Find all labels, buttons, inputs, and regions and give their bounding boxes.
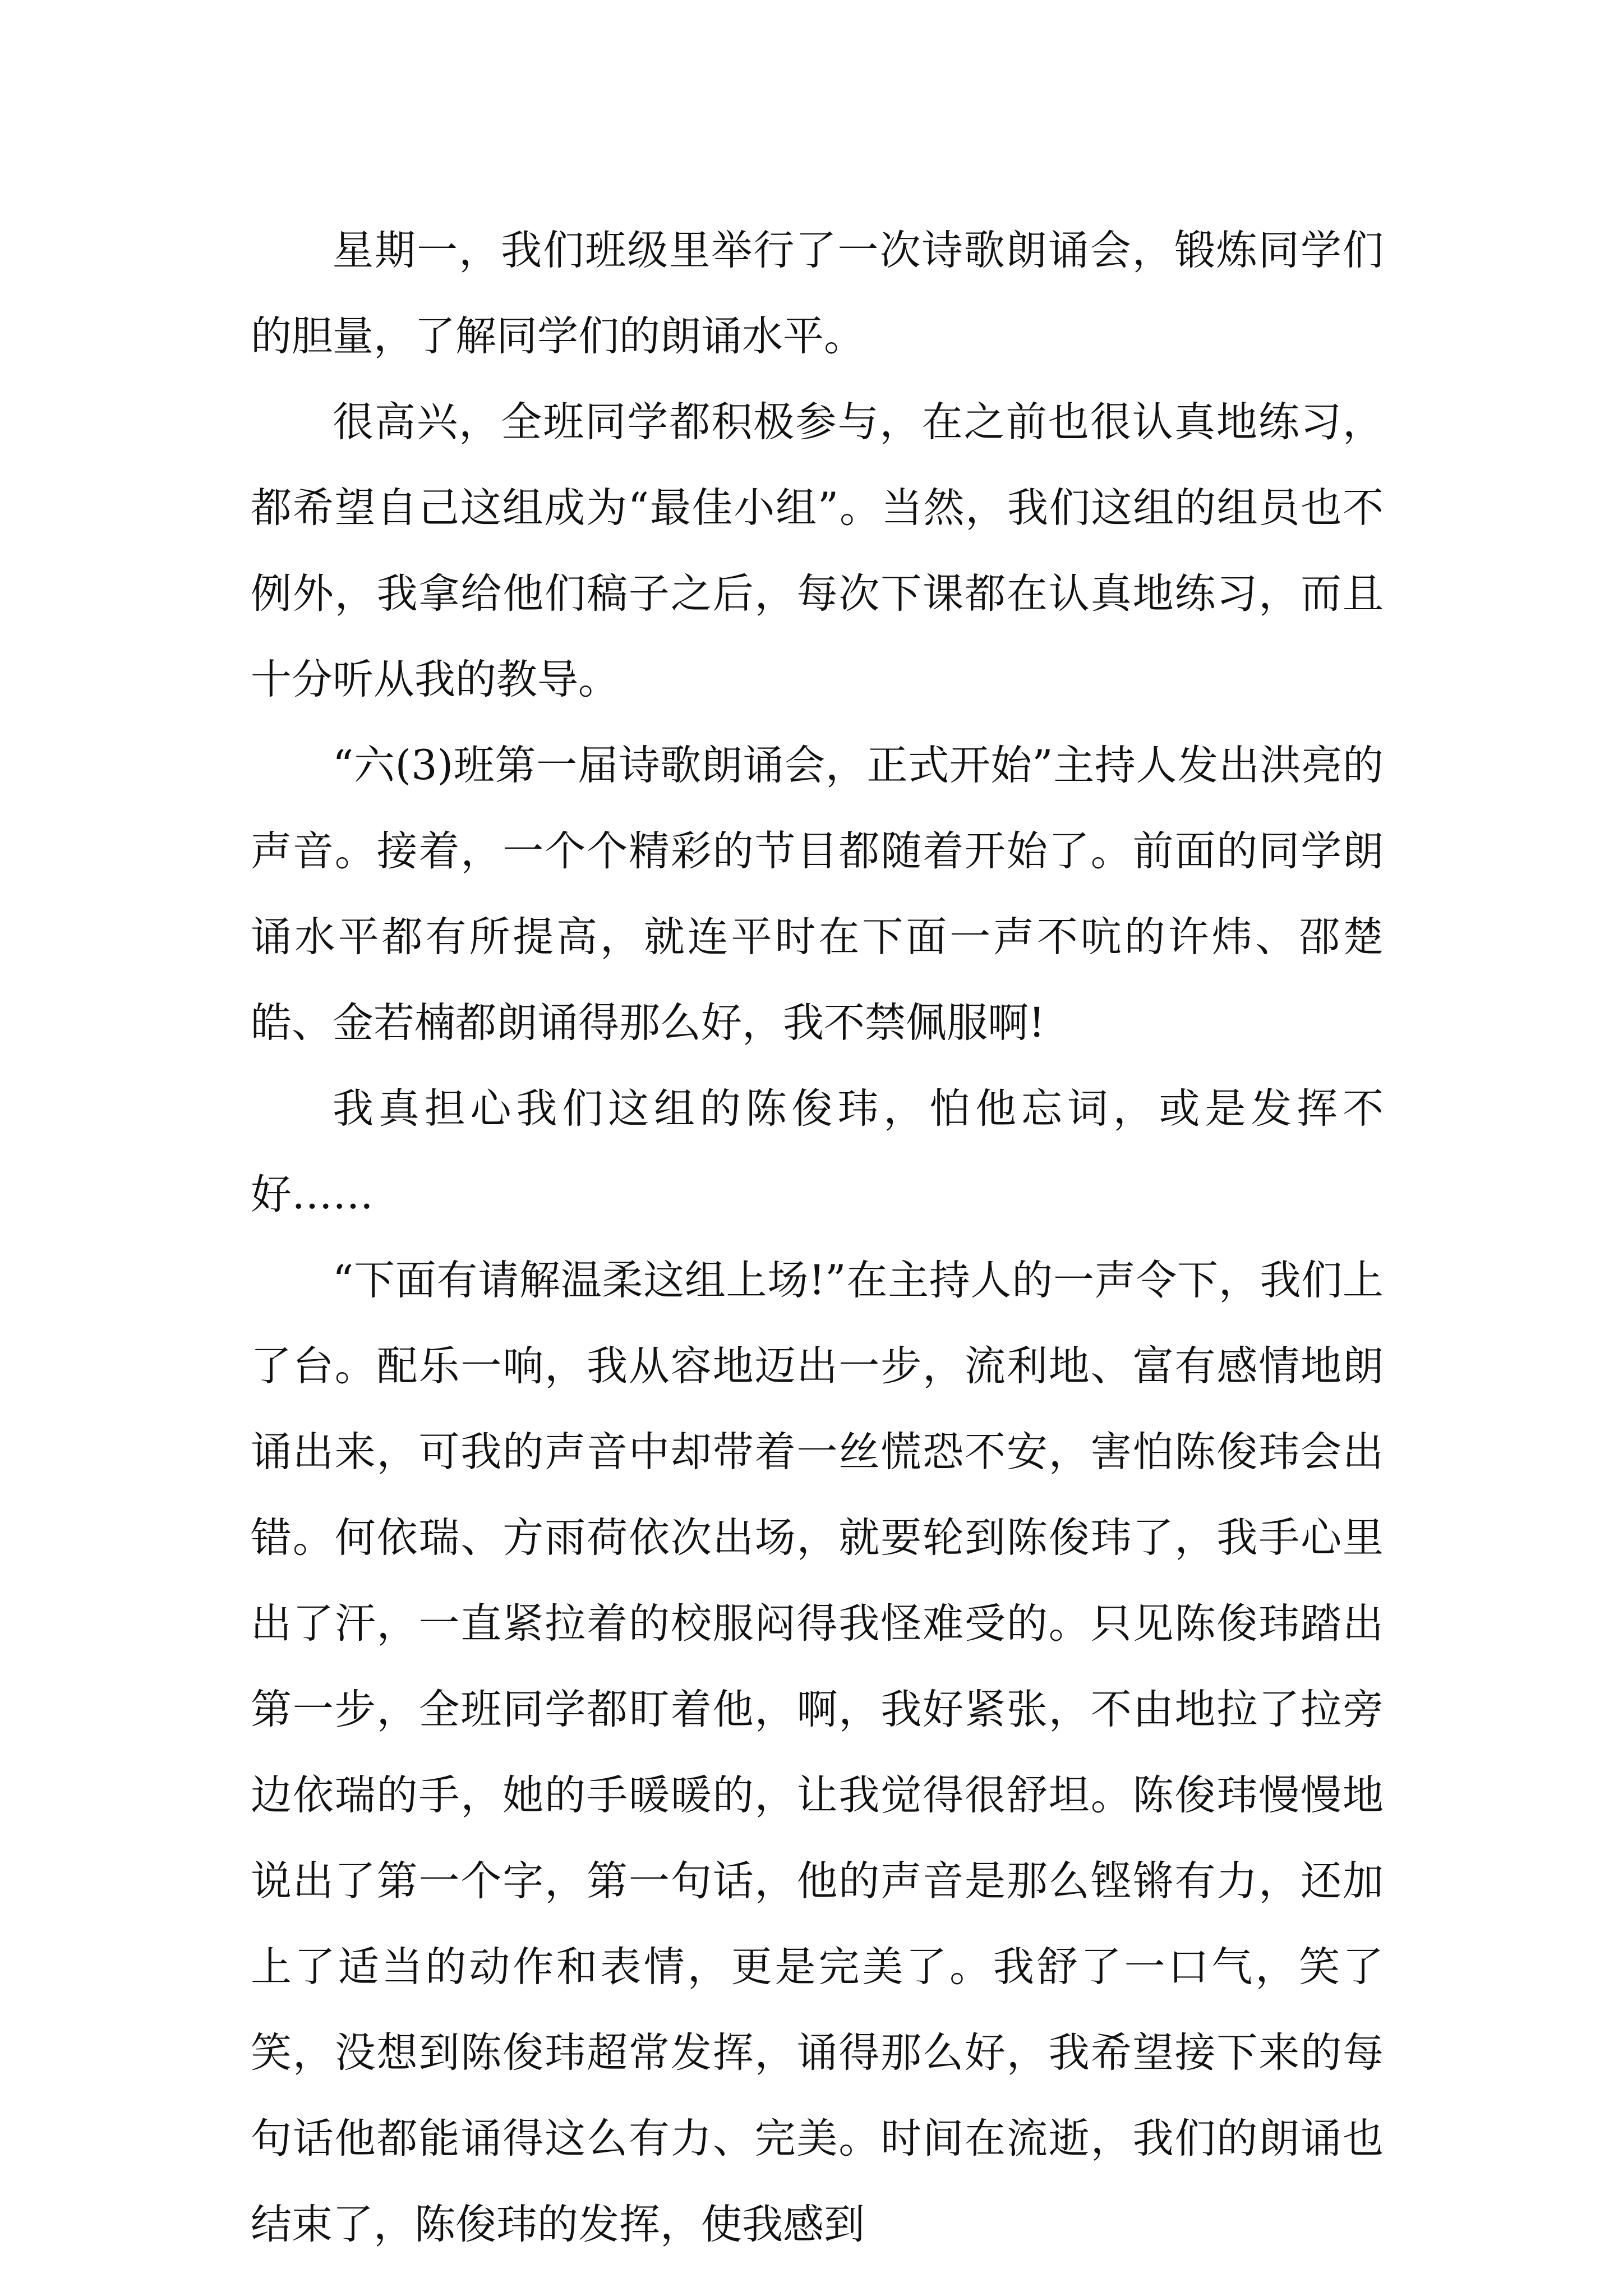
body-text [251,208,1384,2267]
paragraph-4: 我真担心我们这组的陈俊玮，怕他忘词，或是发挥不好…… [251,1085,1384,1218]
paragraph-3: “六(3)班第一届诗歌朗诵会，正式开始”主持人发出洪亮的声音。接着，一个个精彩的节目都随着开始了。前面的同学朗诵水平都有所提高，就连平时在下面一声不吭的许炜、邵楚皓、金若楠都朗诵得那么好，我不禁佩服啊! [251,742,1384,1047]
paragraph-2: 很高兴，全班同学都积极参与，在之前也很认真地练习，都希望自己这组成为“最佳小组”。当然，我们这组的组员也不例外，我拿给他们稿子之后，每次下课都在认真地练习，而且十分听从我的教导。 [251,398,1384,703]
paragraph-5: “下面有请解温柔这组上场!”在主持人的一声令下，我们上了台。配乐一响，我从容地迈出一步，流利地、富有感情地朗诵出来，可我的声音中却带着一丝慌恐不安，害怕陈俊玮会出错。何依瑞、方雨荷依次出场，就要轮到陈俊玮了，我手心里出了汗，一直紧拉着的校服闷得我怪难受的。只见陈俊玮踏出第一步，全班同学都盯着他，啊，我好紧张，不由地拉了拉旁边依瑞的手，她的手暖暖的，让我觉得很舒坦。陈俊玮慢慢地说出了第一个字，第一句话，他的声音是那么铿锵有力，还加上了适当的动作和表情，更是完美了。我舒了一口气，笑了笑，没想到陈俊玮超常发挥，诵得那么好，我希望接下来的每句话他都能诵得这么有力、完美。时间在流逝，我们的朗诵也结束了，陈俊玮的发挥，使我感到 [251,1257,1384,2248]
paragraph-1: 星期一，我们班级里举行了一次诗歌朗诵会，锻炼同学们的胆量，了解同学们的朗诵水平。 [251,227,1384,360]
